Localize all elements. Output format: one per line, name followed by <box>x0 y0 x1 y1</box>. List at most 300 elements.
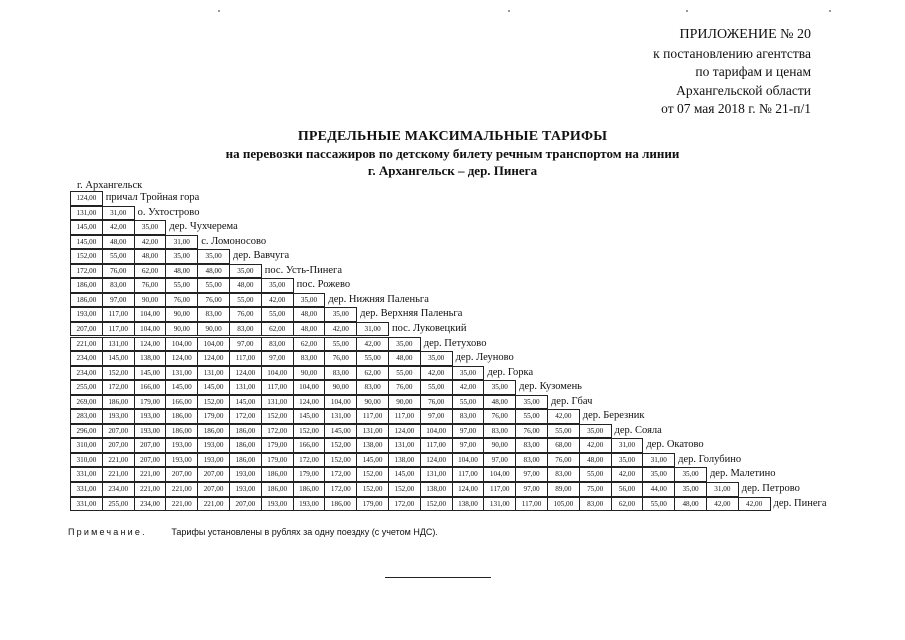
tariff-cell: 152,00 <box>197 395 230 410</box>
tariff-cell: 221,00 <box>102 467 135 482</box>
tariff-cell: 97,00 <box>102 293 135 308</box>
tariff-cell: 97,00 <box>420 409 453 424</box>
station-label: дер. Голубино <box>678 453 742 465</box>
table-row <box>70 322 466 337</box>
scan-speck <box>829 10 831 12</box>
tariff-cell: 283,00 <box>70 409 103 424</box>
tariff-cell: 55,00 <box>261 307 294 322</box>
tariff-cell: 193,00 <box>197 438 230 453</box>
tariff-cell: 221,00 <box>102 453 135 468</box>
station-label: дер. Чухчерема <box>169 221 238 233</box>
tariff-cell: 193,00 <box>229 482 262 497</box>
tariff-cell: 193,00 <box>134 424 167 439</box>
tariff-cell: 83,00 <box>356 380 389 395</box>
tariff-cell: 42,00 <box>452 380 485 395</box>
tariff-cell: 193,00 <box>293 497 326 512</box>
tariff-cell: 207,00 <box>102 424 135 439</box>
tariff-cell: 62,00 <box>611 497 644 512</box>
tariff-cell: 35,00 <box>261 278 294 293</box>
tariff-cell: 90,00 <box>324 380 357 395</box>
document-title <box>0 128 905 179</box>
tariff-cell: 124,00 <box>197 351 230 366</box>
table-row <box>70 467 776 482</box>
tariff-cell: 35,00 <box>324 307 357 322</box>
tariff-cell: 117,00 <box>102 307 135 322</box>
tariff-cell: 90,00 <box>165 322 198 337</box>
appendix-decree-line: к постановлению агентства <box>653 45 811 61</box>
tariff-cell: 131,00 <box>483 497 516 512</box>
tariff-cell: 124,00 <box>388 424 421 439</box>
tariff-cell: 31,00 <box>356 322 389 337</box>
tariff-cell: 31,00 <box>165 235 198 250</box>
tariff-cell: 55,00 <box>229 293 262 308</box>
tariff-cell: 97,00 <box>515 482 548 497</box>
tariff-cell: 48,00 <box>229 278 262 293</box>
tariff-cell: 76,00 <box>102 264 135 279</box>
tariff-cell: 97,00 <box>515 467 548 482</box>
tariff-cell: 76,00 <box>483 409 516 424</box>
tariff-cell: 152,00 <box>356 482 389 497</box>
tariff-cell: 76,00 <box>197 293 230 308</box>
tariff-cell: 90,00 <box>293 366 326 381</box>
appendix-date-line: от 07 мая 2018 г. № 21-п/1 <box>661 101 811 116</box>
tariff-cell: 255,00 <box>102 497 135 512</box>
tariff-cell: 55,00 <box>547 424 580 439</box>
appendix-block <box>653 26 811 119</box>
tariff-cell: 83,00 <box>324 366 357 381</box>
tariff-cell: 97,00 <box>483 453 516 468</box>
tariff-cell: 124,00 <box>420 453 453 468</box>
tariff-cell: 152,00 <box>261 409 294 424</box>
tariff-cell: 83,00 <box>579 497 612 512</box>
tariff-cell: 131,00 <box>261 395 294 410</box>
tariff-cell: 42,00 <box>324 322 357 337</box>
tariff-cell: 35,00 <box>388 337 421 352</box>
footnote <box>68 527 438 537</box>
tariff-cell: 31,00 <box>611 438 644 453</box>
tariff-cell: 76,00 <box>134 278 167 293</box>
table-row <box>70 497 826 512</box>
scan-speck <box>508 10 510 12</box>
tariff-cell: 172,00 <box>261 424 294 439</box>
tariff-cell: 117,00 <box>483 482 516 497</box>
tariff-cell: 104,00 <box>165 337 198 352</box>
table-row <box>70 395 592 410</box>
tariff-cell: 42,00 <box>356 337 389 352</box>
tariff-cell: 193,00 <box>261 497 294 512</box>
tariff-cell: 152,00 <box>70 249 103 264</box>
station-label: о. Ухтострово <box>137 206 200 218</box>
tariff-cell: 131,00 <box>197 366 230 381</box>
tariff-cell: 104,00 <box>261 366 294 381</box>
tariff-cell: 62,00 <box>293 337 326 352</box>
tariff-cell: 138,00 <box>356 438 389 453</box>
title-route: г. Архангельск – дер. Пинега <box>367 163 538 178</box>
scan-speck <box>218 10 220 12</box>
tariff-cell: 90,00 <box>356 395 389 410</box>
tariff-cell: 104,00 <box>483 467 516 482</box>
tariff-cell: 76,00 <box>515 424 548 439</box>
tariff-cell: 207,00 <box>229 497 262 512</box>
tariff-cell: 145,00 <box>165 380 198 395</box>
tariff-cell: 97,00 <box>229 337 262 352</box>
tariff-cell: 48,00 <box>102 235 135 250</box>
tariff-cell: 83,00 <box>197 307 230 322</box>
tariff-cell: 186,00 <box>293 482 326 497</box>
tariff-cell: 179,00 <box>197 409 230 424</box>
tariff-cell: 234,00 <box>134 497 167 512</box>
tariff-cell: 234,00 <box>70 366 103 381</box>
tariff-cell: 83,00 <box>515 438 548 453</box>
tariff-cell: 35,00 <box>197 249 230 264</box>
tariff-cell: 221,00 <box>70 337 103 352</box>
station-label: пос. Луковецкий <box>391 322 467 334</box>
tariff-cell: 124,00 <box>165 351 198 366</box>
tariff-cell: 193,00 <box>165 438 198 453</box>
tariff-cell: 31,00 <box>706 482 739 497</box>
tariff-cell: 124,00 <box>70 191 103 206</box>
tariff-cell: 35,00 <box>293 293 326 308</box>
tariff-cell: 48,00 <box>388 351 421 366</box>
tariff-cell: 83,00 <box>293 351 326 366</box>
table-row <box>70 482 800 497</box>
tariff-cell: 83,00 <box>483 424 516 439</box>
station-label: дер. Березник <box>582 410 645 422</box>
tariff-cell: 145,00 <box>70 235 103 250</box>
table-row <box>70 307 462 322</box>
tariff-cell: 35,00 <box>674 467 707 482</box>
tariff-cell: 166,00 <box>134 380 167 395</box>
tariff-cell: 207,00 <box>165 467 198 482</box>
table-row <box>70 235 266 250</box>
tariff-cell: 75,00 <box>579 482 612 497</box>
tariff-cell: 138,00 <box>134 351 167 366</box>
tariff-cell: 104,00 <box>134 322 167 337</box>
tariff-cell: 35,00 <box>229 264 262 279</box>
tariff-cell: 152,00 <box>356 467 389 482</box>
tariff-cell: 124,00 <box>229 366 262 381</box>
tariff-cell: 76,00 <box>388 380 421 395</box>
tariff-cell: 193,00 <box>134 409 167 424</box>
tariff-cell: 104,00 <box>420 424 453 439</box>
tariff-cell: 186,00 <box>261 467 294 482</box>
tariff-cell: 207,00 <box>197 482 230 497</box>
tariff-cell: 76,00 <box>165 293 198 308</box>
tariff-cell: 207,00 <box>134 438 167 453</box>
station-label: пос. Рожево <box>296 279 351 291</box>
tariff-cell: 179,00 <box>293 467 326 482</box>
tariff-cell: 90,00 <box>388 395 421 410</box>
tariff-cell: 172,00 <box>324 467 357 482</box>
tariff-cell: 35,00 <box>611 453 644 468</box>
tariff-cell: 42,00 <box>102 220 135 235</box>
tariff-cell: 331,00 <box>70 482 103 497</box>
tariff-cell: 310,00 <box>70 438 103 453</box>
tariff-cell: 48,00 <box>674 497 707 512</box>
tariff-cell: 234,00 <box>102 482 135 497</box>
tariff-cell: 117,00 <box>452 467 485 482</box>
table-row <box>70 409 644 424</box>
tariff-cell: 35,00 <box>642 467 675 482</box>
tariff-cell: 186,00 <box>197 424 230 439</box>
tariff-cell: 97,00 <box>452 438 485 453</box>
footnote-label: Примечание. <box>68 527 147 537</box>
tariff-cell: 83,00 <box>261 337 294 352</box>
tariff-cell: 90,00 <box>165 307 198 322</box>
tariff-cell: 179,00 <box>261 438 294 453</box>
tariff-cell: 221,00 <box>165 497 198 512</box>
station-label: дер. Верхняя Паленьга <box>360 308 463 320</box>
table-row <box>70 337 486 352</box>
tariff-cell: 131,00 <box>324 409 357 424</box>
tariff-cell: 186,00 <box>70 293 103 308</box>
tariff-cell: 124,00 <box>452 482 485 497</box>
station-label: с. Ломоносово <box>201 235 267 247</box>
tariff-cell: 117,00 <box>102 322 135 337</box>
tariff-cell: 186,00 <box>229 438 262 453</box>
tariff-cell: 124,00 <box>134 337 167 352</box>
tariff-cell: 207,00 <box>102 438 135 453</box>
tariff-cell: 186,00 <box>261 482 294 497</box>
tariff-cell: 42,00 <box>579 438 612 453</box>
tariff-cell: 234,00 <box>70 351 103 366</box>
tariff-cell: 145,00 <box>102 351 135 366</box>
tariff-cell: 90,00 <box>483 438 516 453</box>
tariff-cell: 48,00 <box>165 264 198 279</box>
tariff-cell: 76,00 <box>324 351 357 366</box>
tariff-cell: 138,00 <box>452 497 485 512</box>
signature-line <box>385 577 491 578</box>
station-label: дер. Нижняя Паленьга <box>328 293 429 305</box>
tariff-cell: 117,00 <box>515 497 548 512</box>
tariff-cell: 145,00 <box>324 424 357 439</box>
table-row <box>70 206 199 221</box>
tariff-cell: 48,00 <box>293 307 326 322</box>
tariff-cell: 131,00 <box>388 438 421 453</box>
tariff-cell: 55,00 <box>579 467 612 482</box>
tariff-cell: 117,00 <box>420 438 453 453</box>
tariff-cell: 179,00 <box>261 453 294 468</box>
tariff-cell: 55,00 <box>388 366 421 381</box>
tariff-cell: 138,00 <box>388 453 421 468</box>
tariff-cell: 104,00 <box>134 307 167 322</box>
tariff-cell: 83,00 <box>102 278 135 293</box>
tariff-cell: 42,00 <box>420 366 453 381</box>
tariff-cell: 42,00 <box>261 293 294 308</box>
tariff-cell: 55,00 <box>420 380 453 395</box>
tariff-cell: 76,00 <box>420 395 453 410</box>
tariff-cell: 55,00 <box>165 278 198 293</box>
tariff-cell: 193,00 <box>197 453 230 468</box>
station-label: причал Тройная гора <box>105 192 200 203</box>
tariff-cell: 55,00 <box>197 278 230 293</box>
tariff-cell: 186,00 <box>102 395 135 410</box>
station-label: дер. Кузомень <box>519 381 582 393</box>
tariff-cell: 31,00 <box>642 453 675 468</box>
tariff-cell: 55,00 <box>515 409 548 424</box>
tariff-cell: 193,00 <box>165 453 198 468</box>
tariff-cell: 193,00 <box>229 467 262 482</box>
tariff-cell: 172,00 <box>70 264 103 279</box>
tariff-cell: 42,00 <box>547 409 580 424</box>
tariff-cell: 76,00 <box>547 453 580 468</box>
table-row <box>70 438 704 453</box>
tariff-cell: 83,00 <box>452 409 485 424</box>
tariff-cell: 179,00 <box>134 395 167 410</box>
table-row <box>70 351 514 366</box>
tariff-cell: 131,00 <box>102 337 135 352</box>
tariff-cell: 172,00 <box>102 380 135 395</box>
tariff-cell: 97,00 <box>261 351 294 366</box>
tariff-cell: 255,00 <box>70 380 103 395</box>
tariff-cell: 145,00 <box>134 366 167 381</box>
tariff-cell: 221,00 <box>134 467 167 482</box>
table-row <box>70 278 350 293</box>
station-label: дер. Сояла <box>614 424 662 436</box>
tariff-cell: 145,00 <box>388 467 421 482</box>
tariff-cell: 145,00 <box>356 453 389 468</box>
appendix-agency-line: по тарифам и ценам <box>695 64 811 79</box>
tariff-cell: 207,00 <box>70 322 103 337</box>
tariff-cell: 62,00 <box>134 264 167 279</box>
tariff-cell: 152,00 <box>293 424 326 439</box>
tariff-cell: 42,00 <box>738 497 771 512</box>
tariff-cell: 124,00 <box>293 395 326 410</box>
tariff-cell: 97,00 <box>452 424 485 439</box>
tariff-cell: 117,00 <box>229 351 262 366</box>
tariff-cell: 55,00 <box>452 395 485 410</box>
tariff-cell: 42,00 <box>134 235 167 250</box>
tariff-cell: 35,00 <box>579 424 612 439</box>
tariff-cell: 207,00 <box>134 453 167 468</box>
tariff-cell: 207,00 <box>197 467 230 482</box>
tariff-cell: 117,00 <box>261 380 294 395</box>
table-row <box>70 264 342 279</box>
tariff-cell: 310,00 <box>70 453 103 468</box>
tariff-cell: 186,00 <box>70 278 103 293</box>
table-row <box>70 424 662 439</box>
tariff-cell: 152,00 <box>324 438 357 453</box>
tariff-cell: 90,00 <box>134 293 167 308</box>
tariff-cell: 221,00 <box>165 482 198 497</box>
tariff-cell: 296,00 <box>70 424 103 439</box>
tariff-cell: 55,00 <box>642 497 675 512</box>
tariff-cell: 172,00 <box>229 409 262 424</box>
tariff-cell: 90,00 <box>197 322 230 337</box>
tariff-cell: 35,00 <box>420 351 453 366</box>
tariff-cell: 131,00 <box>420 467 453 482</box>
tariff-cell: 193,00 <box>70 307 103 322</box>
station-label: дер. Малетино <box>709 468 776 480</box>
tariff-cell: 145,00 <box>293 409 326 424</box>
tariff-cell: 35,00 <box>165 249 198 264</box>
tariff-cell: 221,00 <box>134 482 167 497</box>
appendix-number: ПРИЛОЖЕНИЕ № 20 <box>679 27 811 42</box>
table-row <box>70 220 238 235</box>
station-label: дер. Гбач <box>550 395 593 407</box>
tariff-cell: 35,00 <box>452 366 485 381</box>
tariff-cell: 117,00 <box>356 409 389 424</box>
tariff-cell: 48,00 <box>483 395 516 410</box>
tariff-cell: 166,00 <box>165 395 198 410</box>
tariff-cell: 331,00 <box>70 467 103 482</box>
tariff-cell: 104,00 <box>452 453 485 468</box>
tariff-cell: 117,00 <box>388 409 421 424</box>
tariff-cell: 83,00 <box>547 467 580 482</box>
tariff-cell: 89,00 <box>547 482 580 497</box>
tariff-cell: 221,00 <box>197 497 230 512</box>
tariff-cell: 186,00 <box>324 497 357 512</box>
tariff-cell: 35,00 <box>674 482 707 497</box>
tariff-cell: 35,00 <box>483 380 516 395</box>
tariff-cell: 166,00 <box>293 438 326 453</box>
table-row <box>70 249 289 264</box>
tariff-cell: 331,00 <box>70 497 103 512</box>
table-row <box>70 366 533 381</box>
tariff-cell: 104,00 <box>197 337 230 352</box>
tariff-cell: 152,00 <box>324 453 357 468</box>
appendix-region-line: Архангельской области <box>676 82 811 98</box>
tariff-cell: 105,00 <box>547 497 580 512</box>
footnote-text: Тарифы установлены в рублях за одну поездку (с учетом НДС). <box>171 527 438 537</box>
tariff-cell: 145,00 <box>229 395 262 410</box>
tariff-cell: 48,00 <box>197 264 230 279</box>
tariff-cell: 186,00 <box>165 424 198 439</box>
tariff-cell: 83,00 <box>229 322 262 337</box>
tariff-cell: 104,00 <box>324 395 357 410</box>
tariff-cell: 152,00 <box>388 482 421 497</box>
tariff-cell: 56,00 <box>611 482 644 497</box>
station-label: дер. Вавчуга <box>232 250 290 262</box>
title-subheading: на перевозки пассажиров по детскому билету речным транспортом на линии <box>225 146 680 161</box>
tariff-cell: 76,00 <box>229 307 262 322</box>
tariff-cell: 186,00 <box>229 424 262 439</box>
tariff-cell: 48,00 <box>293 322 326 337</box>
tariff-cell: 145,00 <box>70 220 103 235</box>
tariff-cell: 48,00 <box>134 249 167 264</box>
tariff-cell: 55,00 <box>356 351 389 366</box>
tariff-cell: 104,00 <box>293 380 326 395</box>
tariff-cell: 152,00 <box>102 366 135 381</box>
tariff-cell: 186,00 <box>229 453 262 468</box>
tariff-cell: 172,00 <box>293 453 326 468</box>
tariff-cell: 269,00 <box>70 395 103 410</box>
tariff-cell: 42,00 <box>706 497 739 512</box>
station-label: дер. Леуново <box>455 352 514 364</box>
tariff-cell: 62,00 <box>261 322 294 337</box>
station-label: дер. Горка <box>487 366 534 378</box>
tariff-cell: 131,00 <box>70 206 103 221</box>
tariff-cell: 179,00 <box>356 497 389 512</box>
tariff-cell: 172,00 <box>324 482 357 497</box>
tariff-cell: 31,00 <box>102 206 135 221</box>
tariff-cell: 193,00 <box>102 409 135 424</box>
tariff-cell: 42,00 <box>611 467 644 482</box>
tariff-cell: 35,00 <box>134 220 167 235</box>
tariff-cell: 131,00 <box>356 424 389 439</box>
station-label: дер. Петухово <box>423 337 487 349</box>
station-label: дер. Петрово <box>741 483 800 494</box>
tariff-cell: 152,00 <box>420 497 453 512</box>
table-row <box>70 191 199 206</box>
tariff-cell: 138,00 <box>420 482 453 497</box>
tariff-cell: 62,00 <box>356 366 389 381</box>
start-station-label: г. Архангельск <box>77 180 143 191</box>
tariff-cell: 44,00 <box>642 482 675 497</box>
tariff-cell: 172,00 <box>388 497 421 512</box>
station-label: дер. Пинега <box>773 497 827 509</box>
title-heading: ПРЕДЕЛЬНЫЕ МАКСИМАЛЬНЫЕ ТАРИФЫ <box>297 129 608 144</box>
